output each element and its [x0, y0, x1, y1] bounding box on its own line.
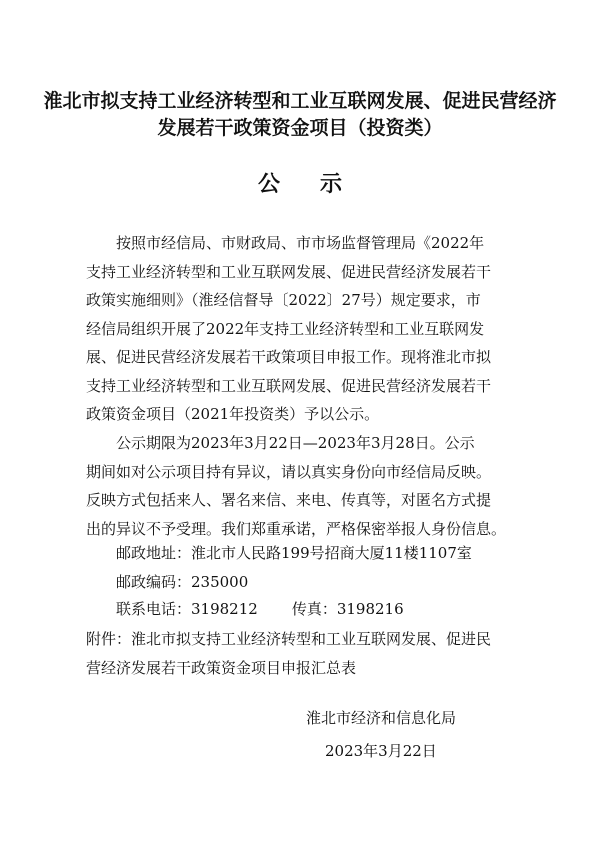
paragraph-1-line: 政策资金项目（2021年投资类）予以公示。: [86, 405, 380, 423]
contact-phone: 联系电话：3198212: [116, 600, 258, 618]
paragraph-1-line: 支持工业经济转型和工业互联网发展、促进民营经济发展若干: [86, 376, 492, 395]
paragraph-1-line: 展、促进民营经济发展若干政策项目申报工作。现将淮北市拟: [86, 348, 492, 366]
paragraph-2-line: 反映方式包括来人、署名来信、来电、传真等，对匿名方式提: [86, 491, 492, 509]
paragraph-2: [86, 429, 526, 543]
attachment-line: 附件：淮北市拟支持工业经济转型和工业互联网发展、促进民: [86, 630, 492, 648]
paragraph-1-line: 政策实施细则》（淮经信督导〔2022〕27号）规定要求，市: [86, 291, 481, 309]
paragraph-1-line: 经信局组织开展了2022年支持工业经济转型和工业互联网发: [86, 319, 485, 338]
attachment-line: 营经济发展若干政策资金项目申报汇总表: [86, 658, 357, 677]
paragraph-2-line: 出的异议不予受理。我们郑重承诺，严格保密举报人身份信息。: [86, 519, 507, 538]
paragraph-1-line: 支持工业经济转型和工业互联网发展、促进民营经济发展若干: [86, 262, 492, 281]
contact-fax: 传真：3198216: [291, 600, 404, 618]
paragraph-2-line: 期间如对公示项目持有异议，请以真实身份向市经信局反映。: [86, 462, 492, 481]
paragraph-2-line: 公示期限为2023年3月22日—2023年3月28日。公示: [116, 434, 475, 452]
notice-heading: 公示: [257, 172, 382, 197]
attachment-note: [86, 625, 491, 682]
document-title-line-2: 发展若干政策资金项目（投资类）: [157, 117, 443, 139]
phone-fax-line: [116, 597, 404, 621]
paragraph-1: [86, 229, 526, 429]
signature-organization: 淮北市经济和信息化局: [306, 709, 457, 727]
paragraph-1-line: 按照市经信局、市财政局、市市场监督管理局《2022年: [116, 234, 485, 252]
document-title-line-1: 淮北市拟支持工业经济转型和工业互联网发展、促进民营经济: [43, 90, 557, 112]
postal-code: 邮政编码：235000: [116, 573, 249, 591]
signature-date: 2023年3月22日: [325, 742, 437, 760]
postal-address: 邮政地址：淮北市人民路199号招商大厦11楼1107室: [116, 544, 472, 562]
